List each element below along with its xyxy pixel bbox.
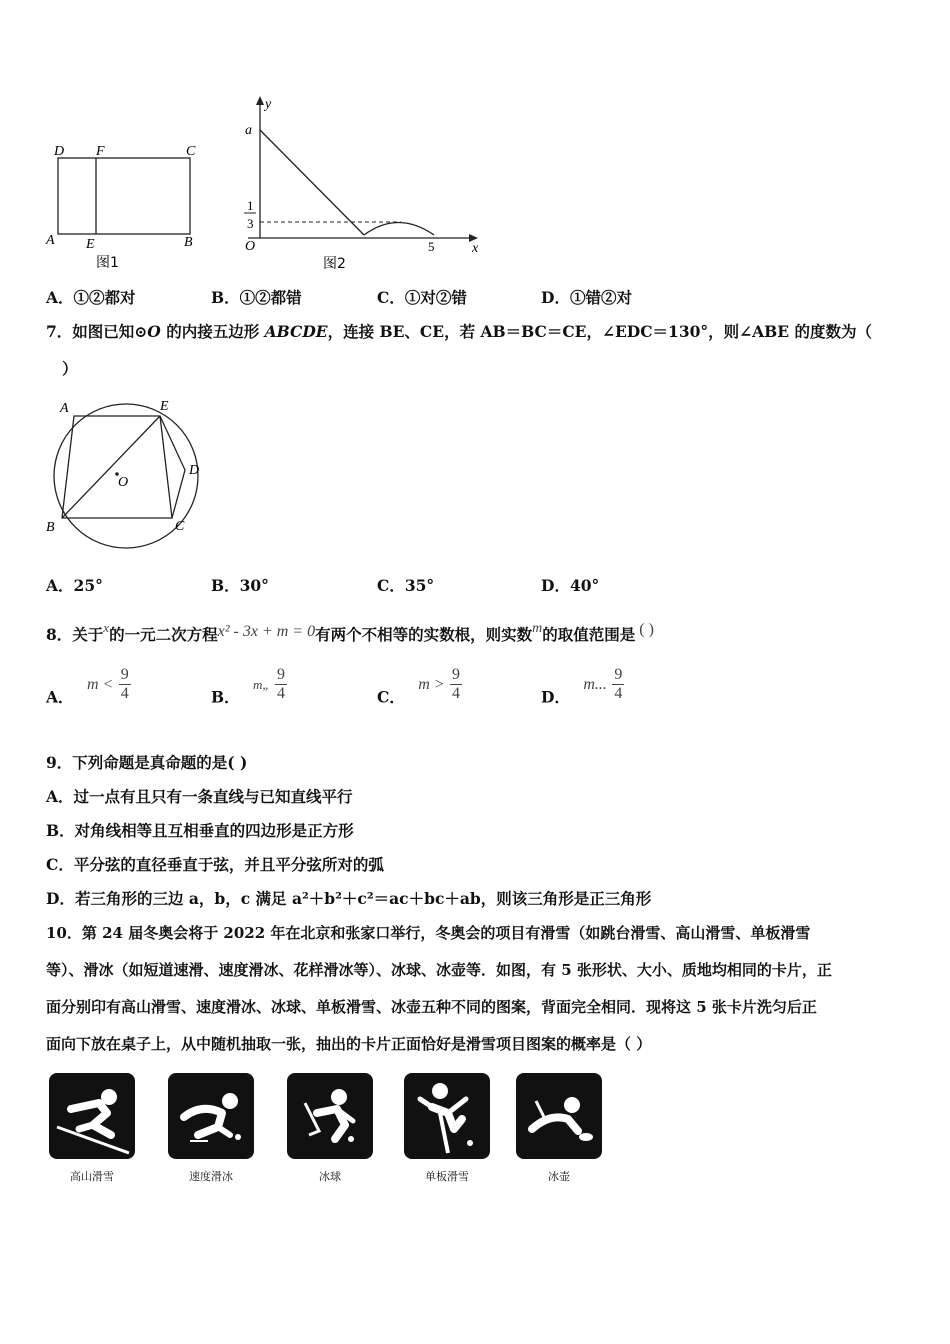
q8-option-d-key: D．: [541, 687, 570, 707]
q8-option-c[interactable]: [377, 666, 462, 708]
q8-option-b-num: 9: [277, 666, 286, 683]
alpine-skiing-icon: [49, 1073, 135, 1159]
q6-option-a-key: A．: [46, 288, 74, 307]
card-ice-hockey-caption: 冰球: [319, 1170, 341, 1183]
curling-icon: [516, 1073, 602, 1159]
fig1-label-D: D: [54, 144, 65, 159]
q8-stem-pre: 8．关于: [46, 625, 104, 644]
q8-option-b-den: 4: [277, 685, 286, 702]
q8-option-a-lhs: m <: [86, 675, 114, 693]
q8-stem: [46, 613, 654, 650]
fig1-label-A: A: [46, 233, 55, 248]
q7-stem-line1: [46, 320, 872, 342]
q7-label-E: E: [160, 399, 169, 414]
q7-stem-o: O: [147, 322, 161, 341]
fig2-label-1: 1: [247, 198, 254, 213]
q7-stem-line2: ）: [62, 359, 78, 378]
q7-stem-post: ，连接 BE、CE，若 AB＝BC＝CE，∠EDC＝130°，则∠ABE 的度数为（: [327, 322, 872, 341]
q8-option-a[interactable]: [46, 666, 131, 708]
q7-label-O: O: [118, 475, 129, 490]
q7-label-A: A: [60, 401, 69, 416]
q10-stem-line1: 10．第 24 届冬奥会将于 2022 年在北京和张家口举行，冬奥会的项目有滑雪（如跳台滑雪、高山滑雪、单板滑雪: [46, 924, 811, 942]
fig1-label-C: C: [186, 144, 196, 159]
fig1-label-F: F: [96, 144, 105, 159]
q6-option-d-key: D．: [541, 288, 570, 307]
q8-option-a-fraction: [119, 666, 131, 703]
q10-stem-line4: 面向下放在桌子上，从中随机抽取一张，抽出的卡片正面恰好是滑雪项目图案的概率是（ ）: [46, 1035, 652, 1053]
q7-option-a-text: 25°: [73, 576, 103, 595]
q7-option-d-text: 40°: [569, 576, 600, 595]
card-alpine-skiing[interactable]: [49, 1073, 135, 1159]
q8-var-x: x: [103, 620, 110, 635]
card-alpine-skiing-caption: 高山滑雪: [70, 1170, 114, 1183]
speed-skating-icon: [168, 1073, 254, 1159]
q8-option-a-den: 4: [120, 685, 129, 702]
card-snowboard-caption: 单板滑雪: [425, 1170, 469, 1183]
q6-option-b-key: B．: [211, 288, 240, 307]
q9-option-d[interactable]: D．若三角形的三边 a，b，c 满足 a²＋b²＋c²＝ac＋bc＋ab，则该三角形是正三角形: [46, 889, 652, 908]
q9-stem: 9．下列命题是真命题的是( ): [46, 753, 248, 772]
card-curling[interactable]: [516, 1073, 602, 1159]
q8-option-c-key: C．: [377, 687, 405, 707]
q8-option-d-lhs: m...: [583, 675, 607, 693]
q8-stem-post: 的取值范围是: [542, 625, 636, 644]
figure-2-graph: [238, 92, 488, 272]
q8-option-c-fraction: [450, 666, 462, 703]
q8-stem-mid1: 的一元二次方程: [109, 625, 218, 644]
card-curling-caption: 冰壶: [548, 1170, 570, 1183]
q6-option-b-text: ①②都错: [239, 288, 302, 307]
q8-option-b-lhs: m„: [253, 676, 270, 692]
q6-option-a[interactable]: [46, 286, 136, 308]
q8-stem-mid2: 有两个不相等的实数根，则实数: [315, 625, 533, 644]
q8-option-a-num: 9: [120, 666, 129, 683]
q9-option-b[interactable]: B．对角线相等且互相垂直的四边形是正方形: [46, 821, 354, 840]
q8-option-d-fraction: [612, 666, 624, 703]
q8-option-c-num: 9: [452, 666, 461, 683]
figure-1-rectangle: [40, 140, 210, 275]
q10-stem-line2: 等）、滑冰（如短道速滑、速度滑冰、花样滑冰等）、冰球、冰壶等．如图，有 5 张形状、大小、质地均相同的卡片，正: [46, 961, 832, 979]
fig2-label-y: y: [265, 97, 272, 112]
q7-option-c-text: 35°: [404, 576, 435, 595]
fig2-label-x: x: [472, 241, 479, 256]
q7-option-c-key: C．: [377, 576, 405, 595]
q7-stem-abcde: ABCDE: [264, 322, 328, 341]
q9-option-a[interactable]: A．过一点有且只有一条直线与已知直线平行: [46, 787, 353, 806]
q8-option-a-key: A．: [46, 687, 74, 707]
q7-option-b[interactable]: [211, 574, 269, 596]
ice-hockey-icon: [287, 1073, 373, 1159]
q6-option-c-text: ①对②错: [404, 288, 467, 307]
fig2-caption: 图2: [323, 256, 346, 272]
q6-option-c[interactable]: [377, 286, 467, 308]
q7-label-B: B: [46, 520, 55, 535]
fig1-label-B: B: [184, 235, 193, 250]
q6-option-c-key: C．: [377, 288, 405, 307]
q8-option-c-lhs: m >: [418, 675, 445, 693]
card-speed-skating[interactable]: [168, 1073, 254, 1159]
q8-paren: ( ): [639, 621, 654, 638]
q6-option-b[interactable]: [211, 286, 302, 308]
q8-var-m: m: [532, 621, 543, 636]
q7-option-b-text: 30°: [239, 576, 269, 595]
q7-label-C: C: [175, 519, 185, 534]
q8-option-c-den: 4: [452, 685, 461, 702]
q10-stem-line3: 面分别印有高山滑雪、速度滑冰、冰球、单板滑雪、冰壶五种不同的图案，背面完全相同．现将这 5 张卡片洗匀后正: [46, 998, 817, 1016]
card-snowboard[interactable]: [404, 1073, 490, 1159]
snowboard-icon: [404, 1073, 490, 1159]
q8-option-d-den: 4: [614, 685, 623, 702]
q8-option-b-key: B．: [211, 687, 240, 707]
fig2-label-3: 3: [247, 216, 254, 231]
q6-option-a-text: ①②都对: [73, 288, 136, 307]
fig2-label-O: O: [245, 239, 256, 254]
q7-option-d[interactable]: [541, 574, 599, 596]
q8-option-b[interactable]: [211, 666, 287, 708]
card-speed-skating-caption: 速度滑冰: [189, 1170, 233, 1183]
q9-option-c[interactable]: C．平分弦的直径垂直于弦，并且平分弦所对的弧: [46, 855, 384, 874]
q7-stem-pre: 7．如图已知⊙: [46, 322, 148, 341]
q7-option-b-key: B．: [211, 576, 240, 595]
q7-option-d-key: D．: [541, 576, 570, 595]
fig2-label-5: 5: [428, 239, 435, 254]
card-ice-hockey[interactable]: [287, 1073, 373, 1159]
q7-option-a[interactable]: [46, 574, 103, 596]
q8-option-d-num: 9: [614, 666, 623, 683]
q7-label-D: D: [189, 463, 200, 478]
q7-option-c[interactable]: [377, 574, 434, 596]
q8-option-b-fraction: [275, 666, 287, 703]
q8-option-d[interactable]: [541, 666, 624, 708]
q6-option-d-text: ①错②对: [569, 288, 632, 307]
q6-option-d[interactable]: [541, 286, 632, 308]
q7-option-a-key: A．: [46, 576, 74, 595]
fig2-label-a: a: [245, 123, 252, 138]
q7-circle-figure: [40, 392, 215, 557]
fig1-label-E: E: [86, 237, 95, 252]
fig1-caption: 图1: [96, 255, 119, 271]
q7-stem-mid: 的内接五边形: [160, 322, 265, 341]
q8-equation: x² - 3x + m = 0: [217, 623, 316, 640]
